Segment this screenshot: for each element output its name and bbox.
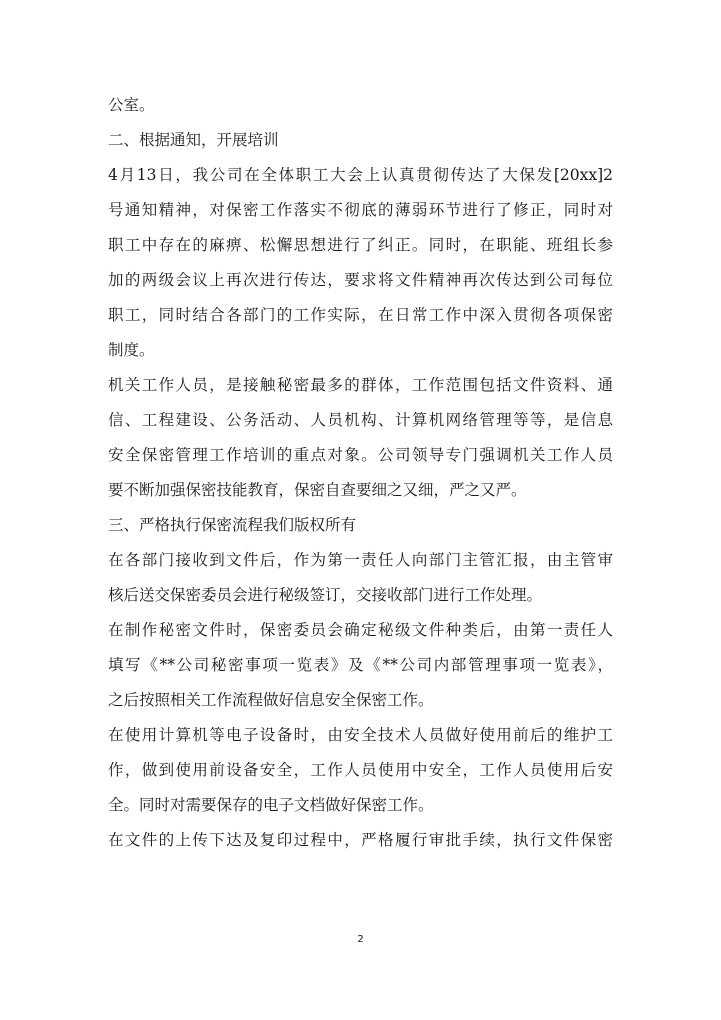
text-line: 安全保密管理工作培训的重点对象。公司领导专门强调机关工作人员 bbox=[108, 446, 613, 464]
text-line: 全。同时对需要保存的电子文档做好保密工作。 bbox=[108, 796, 434, 814]
text-line: 在制作秘密文件时，保密委员会确定秘级文件种类后，由第一责任人 bbox=[108, 621, 613, 639]
text-line: 填写《**公司秘密事项一览表》及《**公司内部管理事项一览表》， bbox=[108, 656, 613, 674]
text-line: 职工，同时结合各部门的工作实际，在日常工作中深入贯彻各项保密 bbox=[108, 306, 613, 324]
text-line: 要不断加强保密技能教育，保密自查要细之又细，严之又严。 bbox=[108, 481, 527, 499]
text-line: 号通知精神，对保密工作落实不彻底的薄弱环节进行了修正，同时对 bbox=[108, 201, 613, 219]
paragraph-fragment-1: 公室。 bbox=[108, 96, 155, 114]
document-body bbox=[108, 88, 613, 858]
text-line: 制度。 bbox=[108, 341, 155, 359]
text-line: 核后送交保密委员会进行秘级签订，交接收部门进行工作处理。 bbox=[108, 586, 543, 604]
text-line: 在文件的上传下达及复印过程中，严格履行审批手续，执行文件保密 bbox=[108, 831, 613, 849]
text-line: 4月13日，我公司在全体职工大会上认真贯彻传达了大保发[20xx]2 bbox=[108, 166, 613, 184]
text-line: 机关工作人员，是接触秘密最多的群体，工作范围包括文件资料、通 bbox=[108, 376, 613, 394]
text-line: 在各部门接收到文件后，作为第一责任人向部门主管汇报，由主管审 bbox=[108, 551, 613, 569]
text-line: 在使用计算机等电子设备时，由安全技术人员做好使用前后的维护工 bbox=[108, 726, 613, 744]
section-heading-2: 二、根据通知，开展培训 bbox=[108, 131, 279, 149]
page-number: 2 bbox=[357, 934, 364, 945]
text-line: 之后按照相关工作流程做好信息安全保密工作。 bbox=[108, 691, 434, 709]
text-line: 作，做到使用前设备安全，工作人员使用中安全，工作人员使用后安 bbox=[108, 761, 613, 779]
text-line: 信、工程建设、公务活动、人员机构、计算机网络管理等等，是信息 bbox=[108, 411, 613, 429]
section-heading-3: 三、严格执行保密流程我们版权所有 bbox=[108, 516, 357, 534]
text-line: 职工中存在的麻痹、松懈思想进行了纠正。同时，在职能、班组长参 bbox=[108, 236, 613, 254]
text-line: 加的两级会议上再次进行传达，要求将文件精神再次传达到公司每位 bbox=[108, 271, 613, 289]
